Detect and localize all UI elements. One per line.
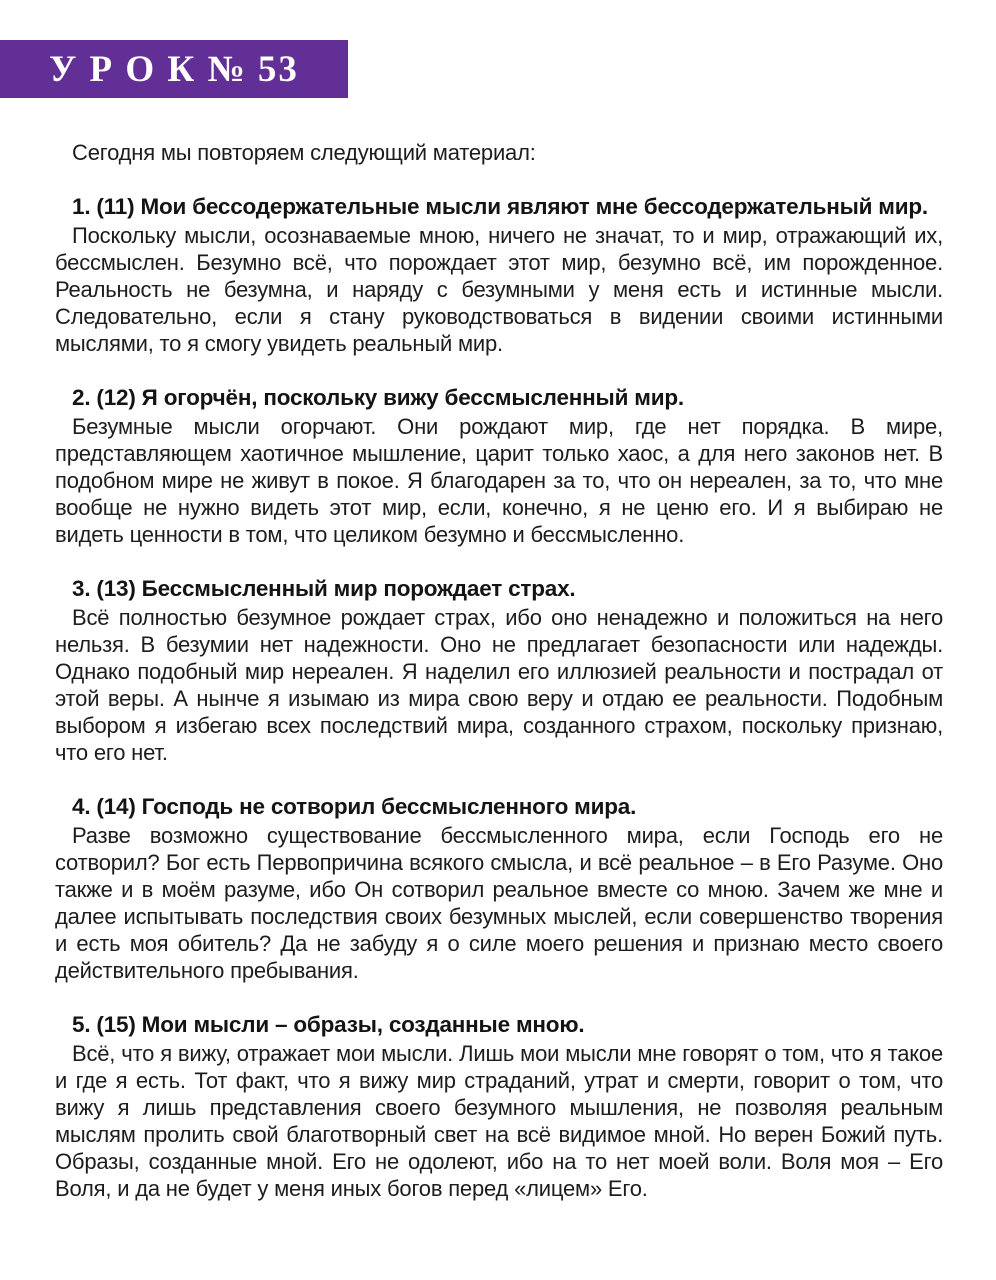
section-1 xyxy=(55,193,943,357)
section-5 xyxy=(55,1011,943,1202)
section-2-body: Безумные мысли огорчают. Они рождают мир, где нет порядка. В мире, представляющем хаотичное мышление, царит только хаос, а для него законов нет. В подобном мире не живут в покое. Я благодарен за то, что он нереален, за то, что мне вообще не нужно видеть этот мир, если, конечно, я не ценю его. И я выбираю не видеть ценности в том, что целиком безумно и бессмысленно. xyxy=(55,414,943,547)
section-4-heading: 4. (14) Господь не сотворил бессмысленного мира. xyxy=(72,794,637,819)
section-1-heading: 1. (11) Мои бессодержательные мысли являют мне бессодержательный мир. xyxy=(72,194,928,219)
lesson-banner-label: У Р О К № 53 xyxy=(49,48,299,90)
section-1-body: Поскольку мысли, осознаваемые мною, ничего не значат, то и мир, отражающий их, бессмыслен. Безумно всё, что порождает этот мир, безумно всё, им порожденное. Реальность не безумна, и наряду с безумными у меня есть и истинные мысли. Следовательно, если я стану руководствоваться в видении своими истинными мыслями, то я смогу увидеть реальный мир. xyxy=(55,223,943,356)
section-2 xyxy=(55,384,943,548)
lesson-content xyxy=(55,0,943,1202)
section-5-heading: 5. (15) Мои мысли – образы, созданные мною. xyxy=(72,1012,585,1037)
section-5-body: Всё, что я вижу, отражает мои мысли. Лишь мои мысли мне говорят о том, что я такое и где я есть. Тот факт, что я вижу мир страданий, утрат и смерти, говорит о том, что вижу я лишь представления своего безумного мышления, не позволяя реальным мыслям пролить свой благотворный свет на всё видимое мной. Но верен Божий путь. Образы, созданные мной. Его не одолеют, ибо на то нет моей воли. Воля моя – Его Воля, и да не будет у меня иных богов перед «лицем» Его. xyxy=(55,1041,943,1201)
section-4-body: Разве возможно существование бессмысленного мира, если Господь его не сотворил? Бог есть Первопричина всякого смысла, и всё реальное – в Его Разуме. Оно также и в моём разуме, ибо Он сотворил реальное вместе со мною. Зачем же мне и далее испытывать последствия своих безумных мыслей, если совершенство творения и есть моя обитель? Да не забуду я о силе моего решения и признаю место своего действительного пребывания. xyxy=(55,823,943,983)
section-3-heading: 3. (13) Бессмысленный мир порождает страх. xyxy=(72,576,576,601)
section-3 xyxy=(55,575,943,766)
section-3-body: Всё полностью безумное рождает страх, ибо оно ненадежно и положиться на него нельзя. В безумии нет надежности. Оно не предлагает безопасности или надежды. Однако подобный мир нереален. Я наделил его иллюзией реальности и пострадал от этой веры. А нынче я изымаю из мира свою веру и отдаю ее реальности. Подобным выбором я избегаю всех последствий мира, созданного страхом, поскольку признаю, что его нет. xyxy=(55,605,943,765)
section-4 xyxy=(55,793,943,984)
section-2-heading: 2. (12) Я огорчён, поскольку вижу бессмысленный мир. xyxy=(72,385,684,410)
intro-text: Сегодня мы повторяем следующий материал: xyxy=(72,140,536,165)
